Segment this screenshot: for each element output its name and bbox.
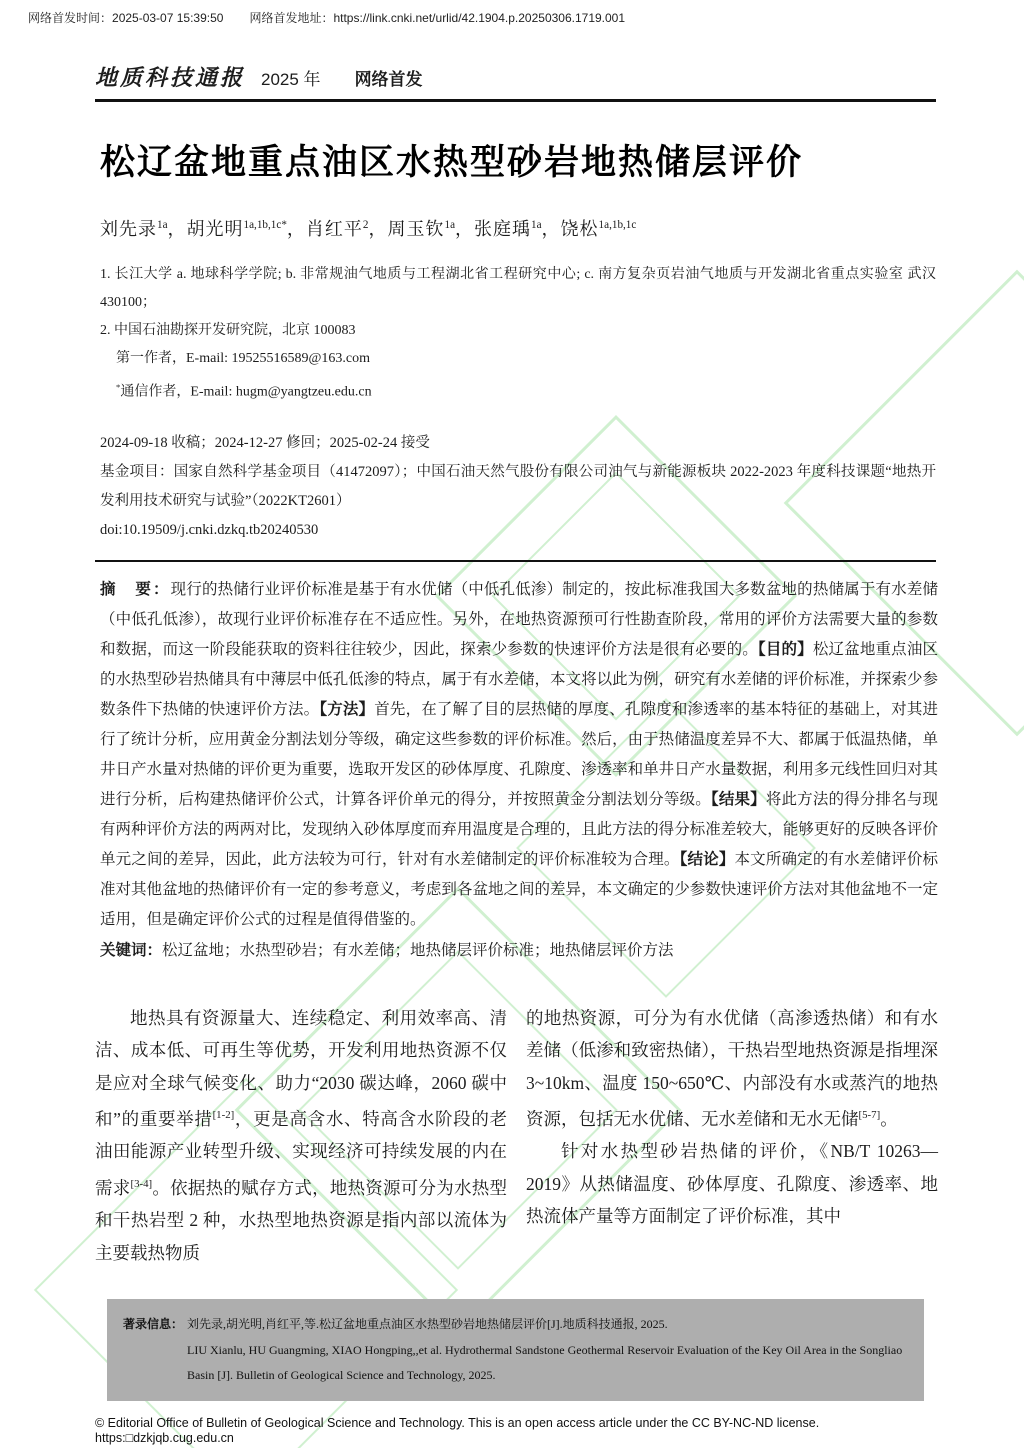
corresponding-author-email [116,373,936,407]
citation-info-box [107,1299,924,1401]
author-separator: ， [541,219,561,239]
citation-english: LIU Xianlu, HU Guangming, XIAO Hongping,,et al. Hydrothermal Sandstone Geothermal Reservoir Evaluation of the Key Oil Area in the Songliao Basin [J]. Bulletin of Geological Science and Technology, 2025. [187,1342,903,1383]
header-rule [95,99,936,102]
author-affil-sup: 1a [444,219,456,231]
keywords-line [100,936,938,966]
affiliation-1: 1. 长江大学 a. 地球科学学院; b. 非常规油气地质与工程湖北省工程研究中心; c. 南方复杂页岩油气地质与开发湖北省重点实验室 武汉 430100； [100,267,936,310]
keywords-text: 松辽盆地；水热型砂岩；有水差储；地热储层评价标准；地热储层评价方法 [162,941,674,959]
abstract-objective-marker: 【目的】 [757,640,813,658]
abstract-divider-rule [95,560,936,562]
author-separator: ， [167,219,187,239]
corresponding-marker: * [116,382,121,392]
body-text: 地热具有资源量大、连续稳定、利用效率高、清洁、成本低、可再生等优势，开发利用地热资源不仅是应对全球气候变化、助力“2030 碳达峰，2060 碳中和”的重要举措 [95,1007,507,1129]
affiliation-2: 2. 中国石油勘探开发研究院，北京 100083 [100,323,356,338]
reference-marker: [3-4] [130,1177,153,1190]
journal-header [95,61,936,92]
journal-year: 2025 年 [261,70,321,89]
body-paragraph [526,1002,938,1136]
journal-name: 地质科技通报 [95,65,246,90]
dates-funding-block [100,429,936,545]
author-affil-sup: 1a [157,219,168,231]
author-separator: ， [455,219,475,239]
author-name: 胡光明 [186,219,244,239]
author-affil-sup: 1a [531,219,542,231]
online-first-url-value: https://link.cnki.net/urlid/42.1904.p.20250306.1719.001 [333,11,626,25]
funding-info: 基金项目：国家自然科学基金项目（41472097）；中国石油天然气股份有限公司油气与新能源板块 2022-2023 年度科技课题“地热开发利用技术研究与试验”（2022KT2601） [100,463,936,509]
abstract-results-marker: 【结果】 [710,790,766,808]
body-columns [95,1002,938,1270]
body-paragraph [526,1135,938,1233]
reference-marker: [1-2] [212,1109,235,1122]
online-first-meta [0,0,1024,26]
copyright-footer: © Editorial Office of Bulletin of Geological Science and Technology. This is an open access article under the CC BY-NC-ND license. https:□dzkjqb.cug.edu.cn [95,1415,832,1445]
author-affil-sup: 1a,1b,1c [598,219,637,231]
abstract-text: 将此方法的得分排名与现有两种评价方法的两两对比，发现纳入砂体厚度而弃用温度是合理的，且此方法的得分标准差较大，能够更好的反映各评价单元之间的差异，因此，此方法较为可行，针对有水差储制定的评价标准较为合理。 [100,790,938,868]
abstract-text: 本文所确定的有水差储评价标准对其他盆地的热储评价有一定的参考意义，考虑到各盆地之间的差异，本文确定的少参数快速评价方法对其他盆地不一定适用，但是确定评价公式的过程是值得借鉴的。 [100,850,938,928]
doi: doi:10.19509/j.cnki.dzkq.tb20240530 [100,521,319,538]
left-column [95,1002,507,1270]
author-affil-sup: 1a,1b,1c* [243,219,287,231]
online-first-time-label: 网络首发时间： [28,11,113,25]
body-text: 针对水热型砂岩热储的评价，《NB/T 10263—2019》从热储温度、砂体厚度、孔隙度、渗透率、地热流体产量等方面制定了评价标准，其中 [526,1141,938,1227]
corresponding-text: 通信作者，E-mail: hugm@yangtzeu.edu.cn [120,384,372,400]
body-text: 的地热资源，可分为有水优储（高渗透热储）和有水差储（低渗和致密热储），干热岩型地热资源是指埋深 3~10km、温度 150~650℃、内部没有水或蒸汽的地热资源，包括无水优储、无水差储和无水无储 [526,1007,938,1129]
received-revised-accepted: 2024-09-18 收稿；2024-12-27 修回；2025-02-24 接受 [100,434,430,451]
author-separator: ， [368,219,388,239]
reference-marker: [5-7] [858,1109,881,1122]
body-paragraph [95,1002,507,1270]
abstract-conclusion-marker: 【结论】 [679,850,735,868]
author [387,219,474,239]
author [306,219,388,239]
abstract-label: 摘 要： [100,580,171,598]
online-first-badge: 网络首发 [354,70,423,89]
body-text: 。依据热的赋存方式，地热资源可分为水热型和干热岩型 2 种，水热型地热资源是指内部以流体为主要载热物质 [95,1177,507,1263]
author [474,219,561,239]
author-name: 刘先录 [100,219,157,239]
body-text: ，更是高含水、特高含水阶段的老油田能源产业转型升级、实现经济可持续发展的内在需求 [95,1108,507,1198]
abstract-text: 首先，在了解了目的层热储的厚度、孔隙度和渗透率的基本特征的基础上，对其进行了统计分析，应用黄金分割法划分等级，确定这些参数的评价标准。然后，由于热储温度差异不大、都属于低温热储，单井日产水量对热储的评价更为重要，选取开发区的砂体厚度、孔隙度、渗透率和单井日产水量数据，利用多元线性回归对其进行分析，后构建热储评价公式，计算各评价单元的得分，并按照黄金分割法划分等级。 [100,700,938,808]
citation-label: 著录信息： [123,1317,184,1332]
citation-content [187,1312,906,1389]
body-text: 。 [880,1108,898,1129]
affiliations-block [100,261,936,407]
abstract-text: 现行的热储行业评价标准是基于有水优储（中低孔低渗）制定的，按此标准我国大多数盆地的热储属于有水差储（中低孔低渗），故现行业评价标准存在不适应性。另外，在地热资源预可行性勘查阶段，常用的评价方法需要大量的参数和数据，而这一阶段能获取的资料往往较少，因此，探索少参数的快速评价方法是很有必要的。 [100,580,938,658]
abstract [100,575,938,935]
author-name: 周玉钦 [387,219,445,239]
keywords-label: 关键词： [100,941,163,959]
abstract-text: 松辽盆地重点油区的水热型砂岩热储具有中薄层中低孔低渗的特点，属于有水差储，本文将以此为例，研究有水差储的评价标准，并探索少参数条件下热储的快速评价方法。 [100,640,938,718]
author [100,219,187,239]
abstract-methods-marker: 【方法】 [319,700,375,718]
author-name: 肖红平 [305,219,363,239]
author-separator: ， [286,219,306,239]
right-column [526,1002,938,1270]
author [561,219,637,239]
author-name: 张庭瑀 [474,219,532,239]
online-first-url-label: 网络首发地址： [249,11,334,25]
author-line [100,215,936,241]
author-name: 饶松 [560,219,599,239]
author-affil-sup: 2 [362,219,369,231]
first-author-email: 第一作者，E-mail: 19525516589@163.com [116,351,370,366]
online-first-time-value: 2025-03-07 15:39:50 [112,11,224,25]
paper-title: 松辽盆地重点油区水热型砂岩地热储层评价 [100,143,804,182]
author [187,219,306,239]
citation-chinese: 刘先录,胡光明,肖红平,等.松辽盆地重点油区水热型砂岩地热储层评价[J].地质科技通报, 2025. [187,1317,668,1332]
